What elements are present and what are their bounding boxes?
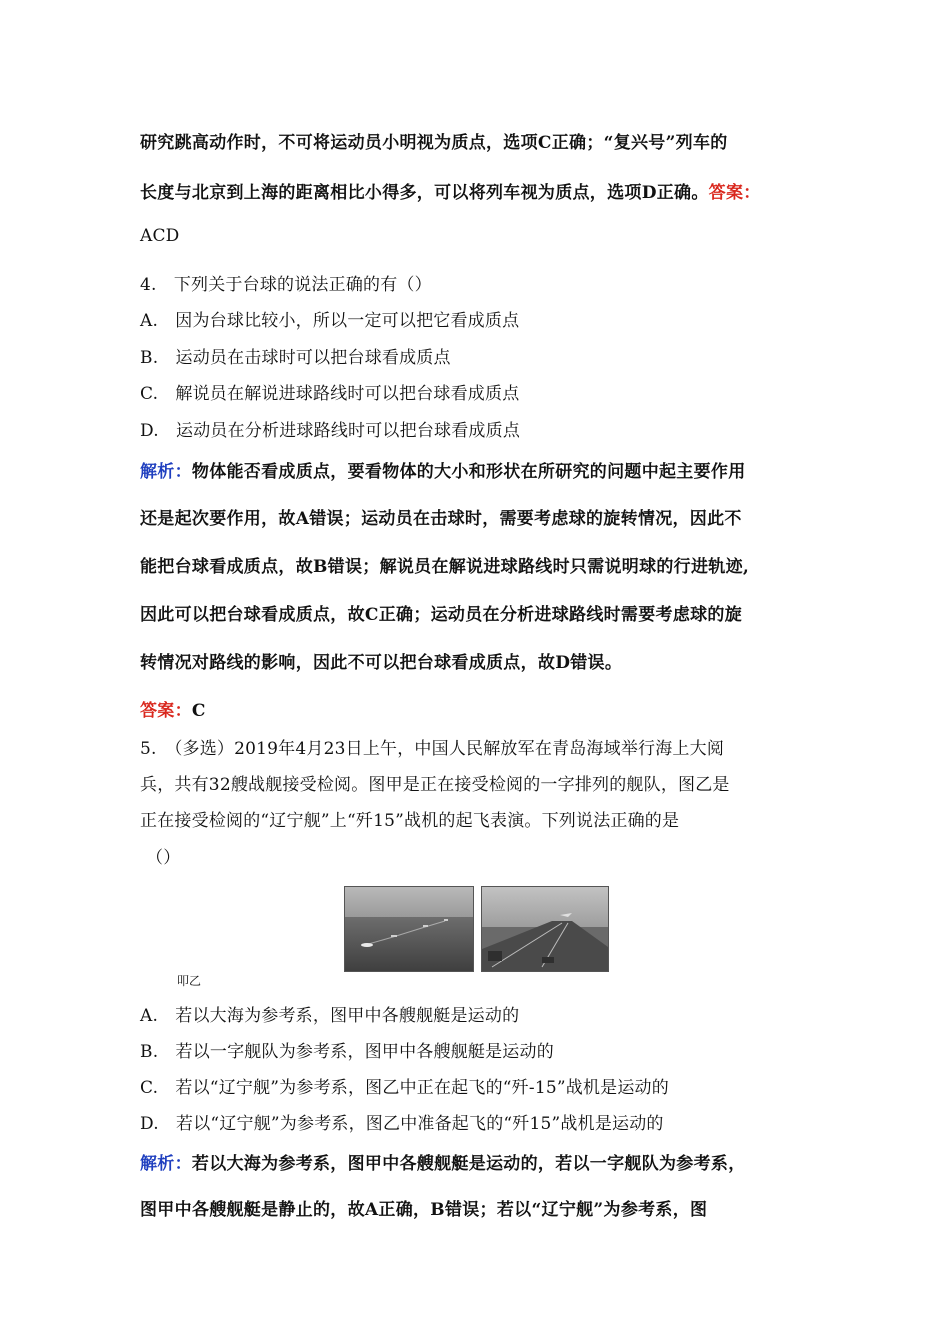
question-5-option-c: C. 若以“辽宁舰”为参考系，图乙中正在起飞的“歼-15”战机是运动的 xyxy=(140,1078,669,1098)
text-segment: 若以大海为参考系，图甲中各艘舰艇是运动的，若以一字舰队为参考系， xyxy=(191,1154,746,1174)
analysis-label: 解析： xyxy=(140,462,192,482)
analysis-label: 解析： xyxy=(140,1154,192,1174)
answer-value: ACD xyxy=(140,226,180,246)
figure-carrier-photo xyxy=(481,886,609,972)
analysis-line xyxy=(140,457,746,482)
fleet-illustration xyxy=(345,887,473,971)
question-4-option-a: A. 因为台球比较小，所以一定可以把它看成质点 xyxy=(140,311,520,331)
question-5-stem: 兵，共有32艘战舰接受检阅。图甲是正在接受检阅的一字排列的舰队，图乙是 xyxy=(140,775,730,795)
analysis-line: 因此可以把台球看成质点，故C正确；运动员在分析进球路线时需要考虑球的旋 xyxy=(140,605,743,625)
figure-fleet-photo xyxy=(344,886,474,972)
question-4-option-b: B. 运动员在击球时可以把台球看成质点 xyxy=(140,348,451,368)
answer-line xyxy=(140,696,206,721)
question-4-option-d: D. 运动员在分析进球路线时可以把台球看成质点 xyxy=(140,421,521,441)
figure-caption: 叩乙 xyxy=(177,974,202,988)
text-segment: 长度与北京到上海的距离相比小得多，可以将列车视为质点，选项D正确。 xyxy=(140,183,709,203)
question-5-option-d: D. 若以“辽宁舰”为参考系，图乙中准备起飞的“歼15”战机是运动的 xyxy=(140,1114,664,1134)
question-4-stem: 4. 下列关于台球的说法正确的有（） xyxy=(140,275,432,295)
text-line: 研究跳高动作时，不可将运动员小明视为质点，选项C正确；“复兴号”列车的 xyxy=(140,133,728,153)
question-5-option-b: B. 若以一字舰队为参考系，图甲中各艘舰艇是运动的 xyxy=(140,1042,554,1062)
question-5-option-a: A. 若以大海为参考系，图甲中各艘舰艇是运动的 xyxy=(140,1006,520,1026)
carrier-illustration xyxy=(482,887,608,971)
text-segment: 物体能否看成质点，要看物体的大小和形状在所研究的问题中起主要作用 xyxy=(191,462,746,482)
analysis-line: 能把台球看成质点，故B错误；解说员在解说进球路线时只需说明球的行进轨迹, xyxy=(140,557,750,577)
text-line xyxy=(140,178,761,203)
question-5-stem: （） xyxy=(146,848,181,868)
question-5-stem: 正在接受检阅的“辽宁舰”上“歼15”战机的起飞表演。下列说法正确的是 xyxy=(140,811,680,831)
analysis-line xyxy=(140,1149,746,1174)
answer-label: 答案： xyxy=(708,183,761,203)
question-4-option-c: C. 解说员在解说进球路线时可以把台球看成质点 xyxy=(140,384,520,404)
answer-value: C xyxy=(191,701,206,721)
analysis-line: 图甲中各艘舰艇是静止的，故A正确，B错误；若以“辽宁舰”为参考系，图 xyxy=(140,1200,708,1220)
analysis-line: 还是起次要作用，故A错误；运动员在击球时，需要考虑球的旋转情况，因此不 xyxy=(140,509,742,529)
answer-label: 答案： xyxy=(140,701,192,721)
analysis-line: 转情况对路线的影响，因此不可以把台球看成质点，故D错误。 xyxy=(140,653,623,673)
question-5-stem: 5. （多选）2019年4月23日上午，中国人民解放军在青岛海域举行海上大阅 xyxy=(140,739,725,759)
